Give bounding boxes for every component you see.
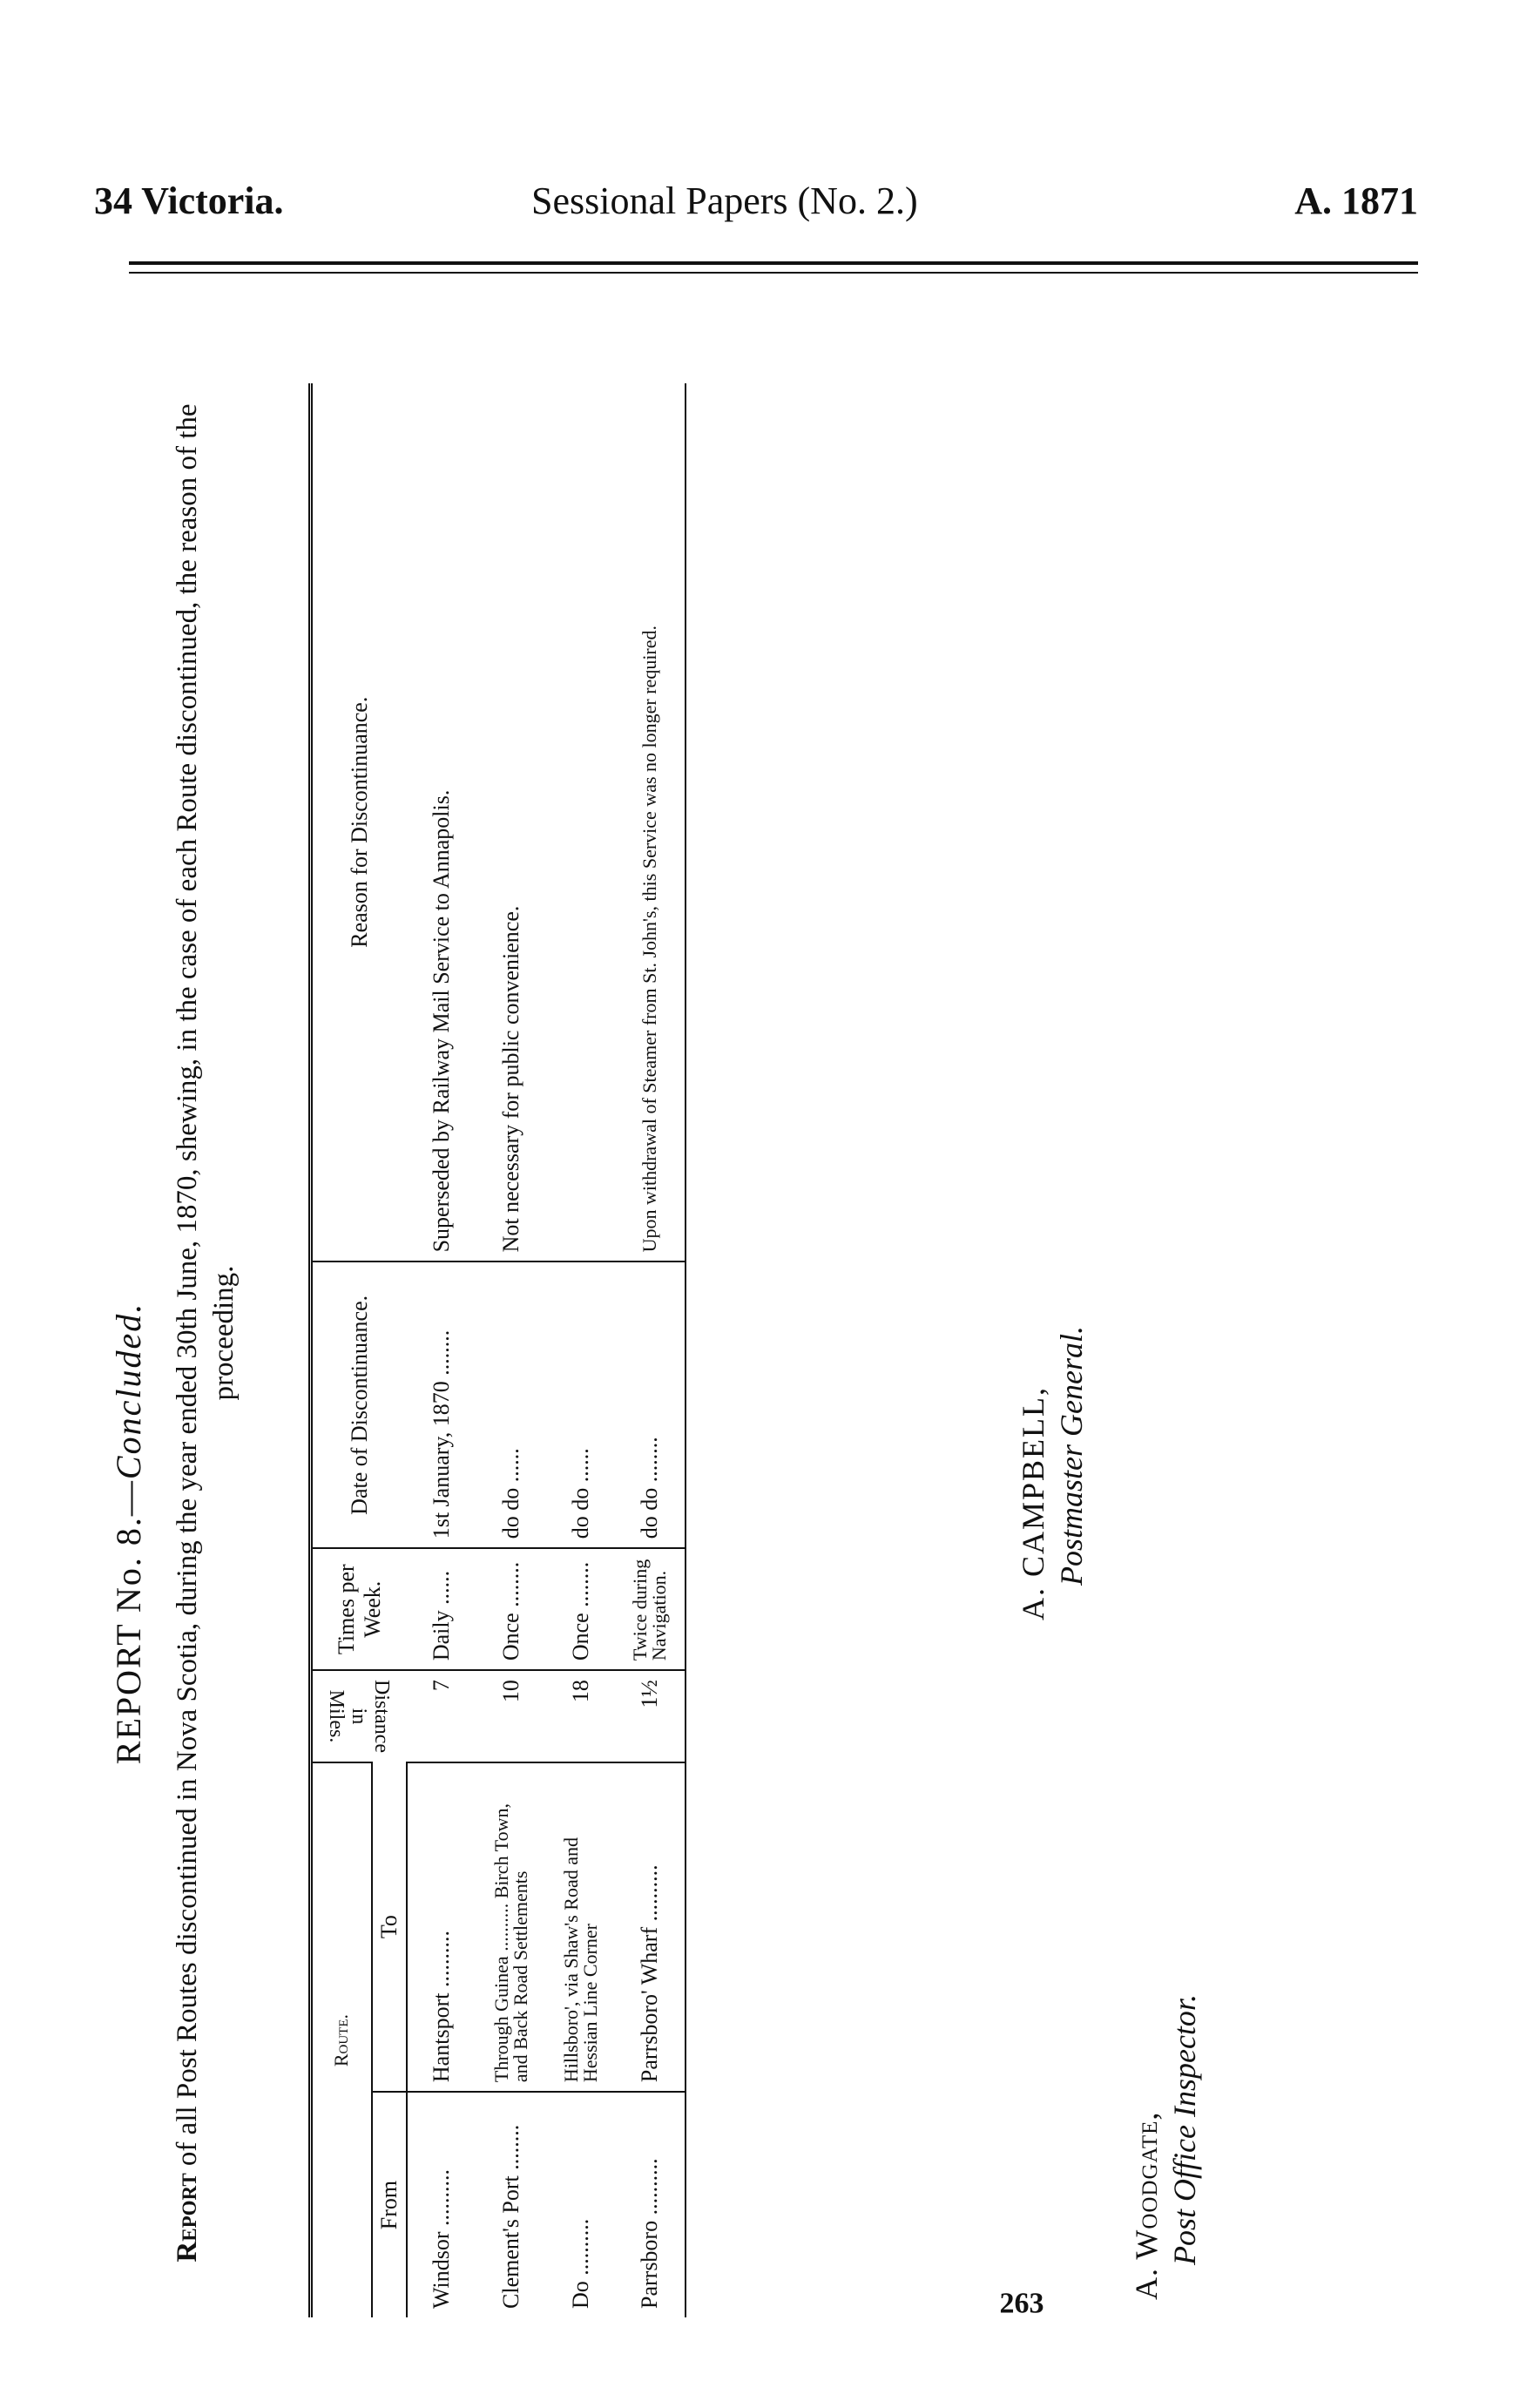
row-distance: 7	[407, 1670, 476, 1762]
report-description-text: of all Post Routes discontinued in Nova Scotia, during the year ended 30th June, 1870, shewing, in the case of each Route discontinued, the reason of the proceeding.	[172, 403, 240, 2167]
postmaster-title: Postmaster General.	[1054, 1326, 1089, 1586]
row-to: Hantsport ..........	[407, 1762, 476, 2092]
col-reason: Reason for Discontinuance.	[311, 383, 407, 1261]
postmaster-name: A. CAMPBELL,	[1016, 1385, 1050, 1620]
col-from: From	[372, 2092, 407, 2317]
report-title-main: REPORT No. 8.—	[109, 1479, 148, 1765]
row-reason: Upon withdrawal of Steamer from St. John's, this Service was no longer required.	[616, 383, 686, 1261]
row-from: Do ..........	[546, 2092, 616, 2317]
table-row	[476, 383, 546, 2317]
report-title-concluded: Concluded.	[109, 1302, 148, 1480]
row-times: Daily ......	[407, 1548, 476, 1670]
col-date: Date of Discontinuance.	[311, 1261, 407, 1548]
inspector-name: A. Woodgate,	[1129, 2111, 1164, 2300]
row-date: 1st January, 1870 ........	[407, 1261, 476, 1548]
row-to: Parrsboro' Wharf ..........	[616, 1762, 686, 2092]
row-reason	[546, 383, 616, 1261]
rotated-report-body	[108, 331, 1415, 2320]
row-times: Once ........	[546, 1548, 616, 1670]
row-reason: Not necessary for public convenience.	[497, 905, 523, 1253]
col-to: To	[372, 1762, 407, 2092]
postmaster-signature	[1014, 1326, 1091, 1620]
report-title	[108, 749, 149, 2317]
inspector-signature	[1127, 1994, 1204, 2300]
table-row	[616, 383, 686, 2317]
row-distance: 10	[476, 1670, 546, 1762]
row-distance: 18	[546, 1670, 616, 1762]
col-distance	[311, 1670, 407, 1762]
report-description	[169, 348, 242, 2317]
header-rule-thin	[129, 272, 1418, 274]
row-distance: 1½	[616, 1670, 686, 1762]
row-from: Clement's Port ........	[476, 2092, 546, 2317]
table-row	[546, 383, 616, 2317]
table-row	[407, 383, 476, 2317]
row-to: Through Guinea .......... Birch Town, and Back Road Settlements	[476, 1762, 546, 2092]
col-times: Times per Week.	[311, 1548, 407, 1670]
row-from: Parrsboro ..........	[616, 2092, 686, 2317]
row-date: do do ......	[476, 1261, 546, 1548]
row-date: do do ........	[616, 1261, 686, 1548]
running-header-center: Sessional Papers (No. 2.)	[531, 179, 918, 222]
running-header-right: A. 1871	[1294, 179, 1418, 222]
row-from: Windsor ..........	[407, 2092, 476, 2317]
col-route: Route.	[311, 1762, 372, 2317]
row-to: Hillsboro', via Shaw's Road and Hessian Line Corner	[546, 1762, 616, 2092]
row-times: Once ........	[476, 1548, 546, 1670]
inspector-title: Post Office Inspector.	[1167, 1994, 1202, 2265]
col-distance-label: Distance in Miles.	[325, 1680, 394, 1754]
report-description-lead: Report	[172, 2173, 203, 2263]
header-rule	[129, 261, 1418, 265]
row-times: Twice during Navigation.	[616, 1548, 686, 1670]
running-header-left: 34 Victoria.	[94, 179, 284, 222]
row-date: do do ......	[546, 1261, 616, 1548]
routes-table	[308, 383, 686, 2317]
row-reason: Superseded by Railway Mail Service to Annapolis.	[428, 789, 454, 1253]
page-number: 263	[999, 2287, 1044, 2320]
